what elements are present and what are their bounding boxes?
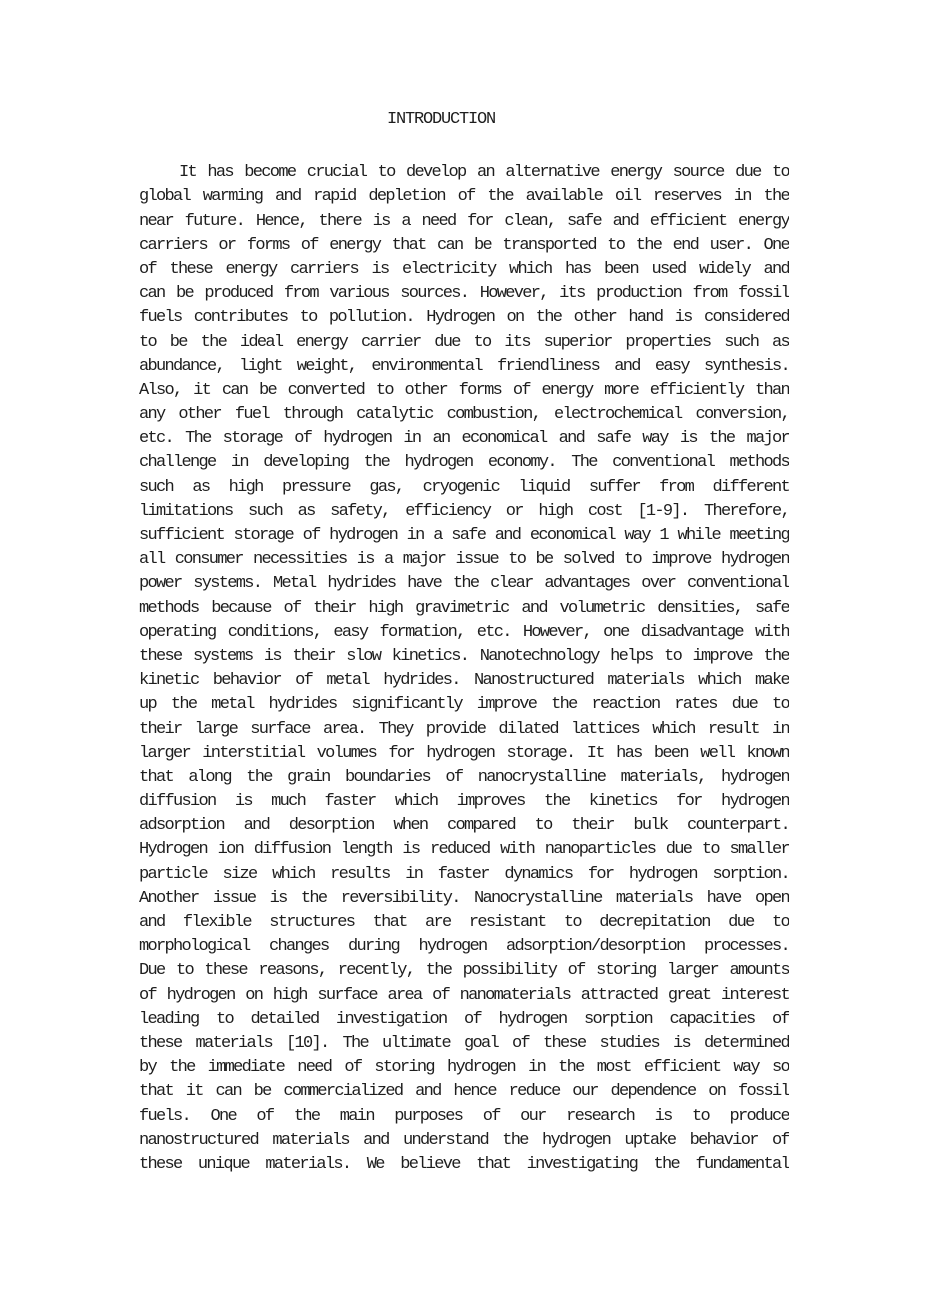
text-line: limitations such as safety, efficiency or high cost [1-9]. Therefore,	[139, 501, 789, 521]
text-line: operating conditions, easy formation, etc. However, one disadvantage with	[139, 622, 789, 642]
body-paragraph	[139, 161, 789, 1177]
text-line: challenge in developing the hydrogen economy. The conventional methods	[139, 453, 789, 473]
text-line: and flexible structures that are resistant to decrepitation due to	[139, 913, 789, 933]
text-line: up the metal hydrides significantly improve the reaction rates due to	[139, 695, 789, 715]
text-line: Due to these reasons, recently, the possibility of storing larger amounts	[139, 961, 789, 981]
text-line: can be produced from various sources. However, its production from fossil	[139, 284, 789, 304]
text-line: nanostructured materials and understand the hydrogen uptake behavior of	[139, 1130, 789, 1150]
text-line: particle size which results in faster dynamics for hydrogen sorption.	[139, 864, 789, 884]
text-line: carriers or forms of energy that can be transported to the end user. One	[139, 235, 789, 255]
text-line: methods because of their high gravimetric and volumetric densities, safe	[139, 598, 789, 618]
text-line: of these energy carriers is electricity which has been used widely and	[139, 259, 789, 279]
text-line: near future. Hence, there is a need for clean, safe and efficient energy	[139, 211, 789, 231]
text-line: all consumer necessities is a major issue to be solved to improve hydrogen	[139, 550, 789, 570]
text-line: abundance, light weight, environmental friendliness and easy synthesis.	[139, 356, 789, 376]
text-line: by the immediate need of storing hydrogen in the most efficient way so	[139, 1058, 789, 1078]
text-line: Hydrogen ion diffusion length is reduced with nanoparticles due to smaller	[139, 840, 789, 860]
text-line: sufficient storage of hydrogen in a safe and economical way 1 while meeting	[139, 526, 789, 546]
text-line: of hydrogen on high surface area of nanomaterials attracted great interest	[139, 985, 789, 1005]
text-line: to be the ideal energy carrier due to its superior properties such as	[139, 332, 789, 352]
text-column	[139, 108, 789, 1177]
text-line: global warming and rapid depletion of the available oil reserves in the	[139, 187, 789, 207]
text-line: Also, it can be converted to other forms of energy more efficiently than	[139, 380, 789, 400]
text-line: diffusion is much faster which improves the kinetics for hydrogen	[139, 792, 789, 812]
text-line: these systems is their slow kinetics. Nanotechnology helps to improve the	[139, 646, 789, 666]
section-title: INTRODUCTION	[386, 110, 496, 129]
text-line: these unique materials. We believe that investigating the fundamental	[139, 1154, 789, 1174]
text-line: that it can be commercialized and hence reduce our dependence on fossil	[139, 1082, 789, 1102]
text-line: etc. The storage of hydrogen in an economical and safe way is the major	[139, 429, 789, 449]
text-line: Another issue is the reversibility. Nanocrystalline materials have open	[139, 888, 789, 908]
text-line: It has become crucial to develop an alternative energy source due to	[179, 163, 789, 183]
text-line: that along the grain boundaries of nanocrystalline materials, hydrogen	[139, 767, 789, 787]
text-line: their large surface area. They provide dilated lattices which result in	[139, 719, 789, 739]
text-line: kinetic behavior of metal hydrides. Nanostructured materials which make	[139, 671, 789, 691]
text-line: larger interstitial volumes for hydrogen storage. It has been well known	[139, 743, 789, 763]
text-line: such as high pressure gas, cryogenic liquid suffer from different	[139, 477, 789, 497]
text-line: power systems. Metal hydrides have the clear advantages over conventional	[139, 574, 789, 594]
text-line: morphological changes during hydrogen adsorption/desorption processes.	[139, 937, 789, 957]
text-line: fuels contributes to pollution. Hydrogen on the other hand is considered	[139, 308, 789, 328]
text-line: adsorption and desorption when compared to their bulk counterpart.	[139, 816, 789, 836]
text-line: leading to detailed investigation of hydrogen sorption capacities of	[139, 1009, 789, 1029]
text-line: any other fuel through catalytic combustion, electrochemical conversion,	[139, 405, 789, 425]
text-line: these materials [10]. The ultimate goal of these studies is determined	[139, 1033, 789, 1053]
text-line: fuels. One of the main purposes of our research is to produce	[139, 1106, 789, 1126]
